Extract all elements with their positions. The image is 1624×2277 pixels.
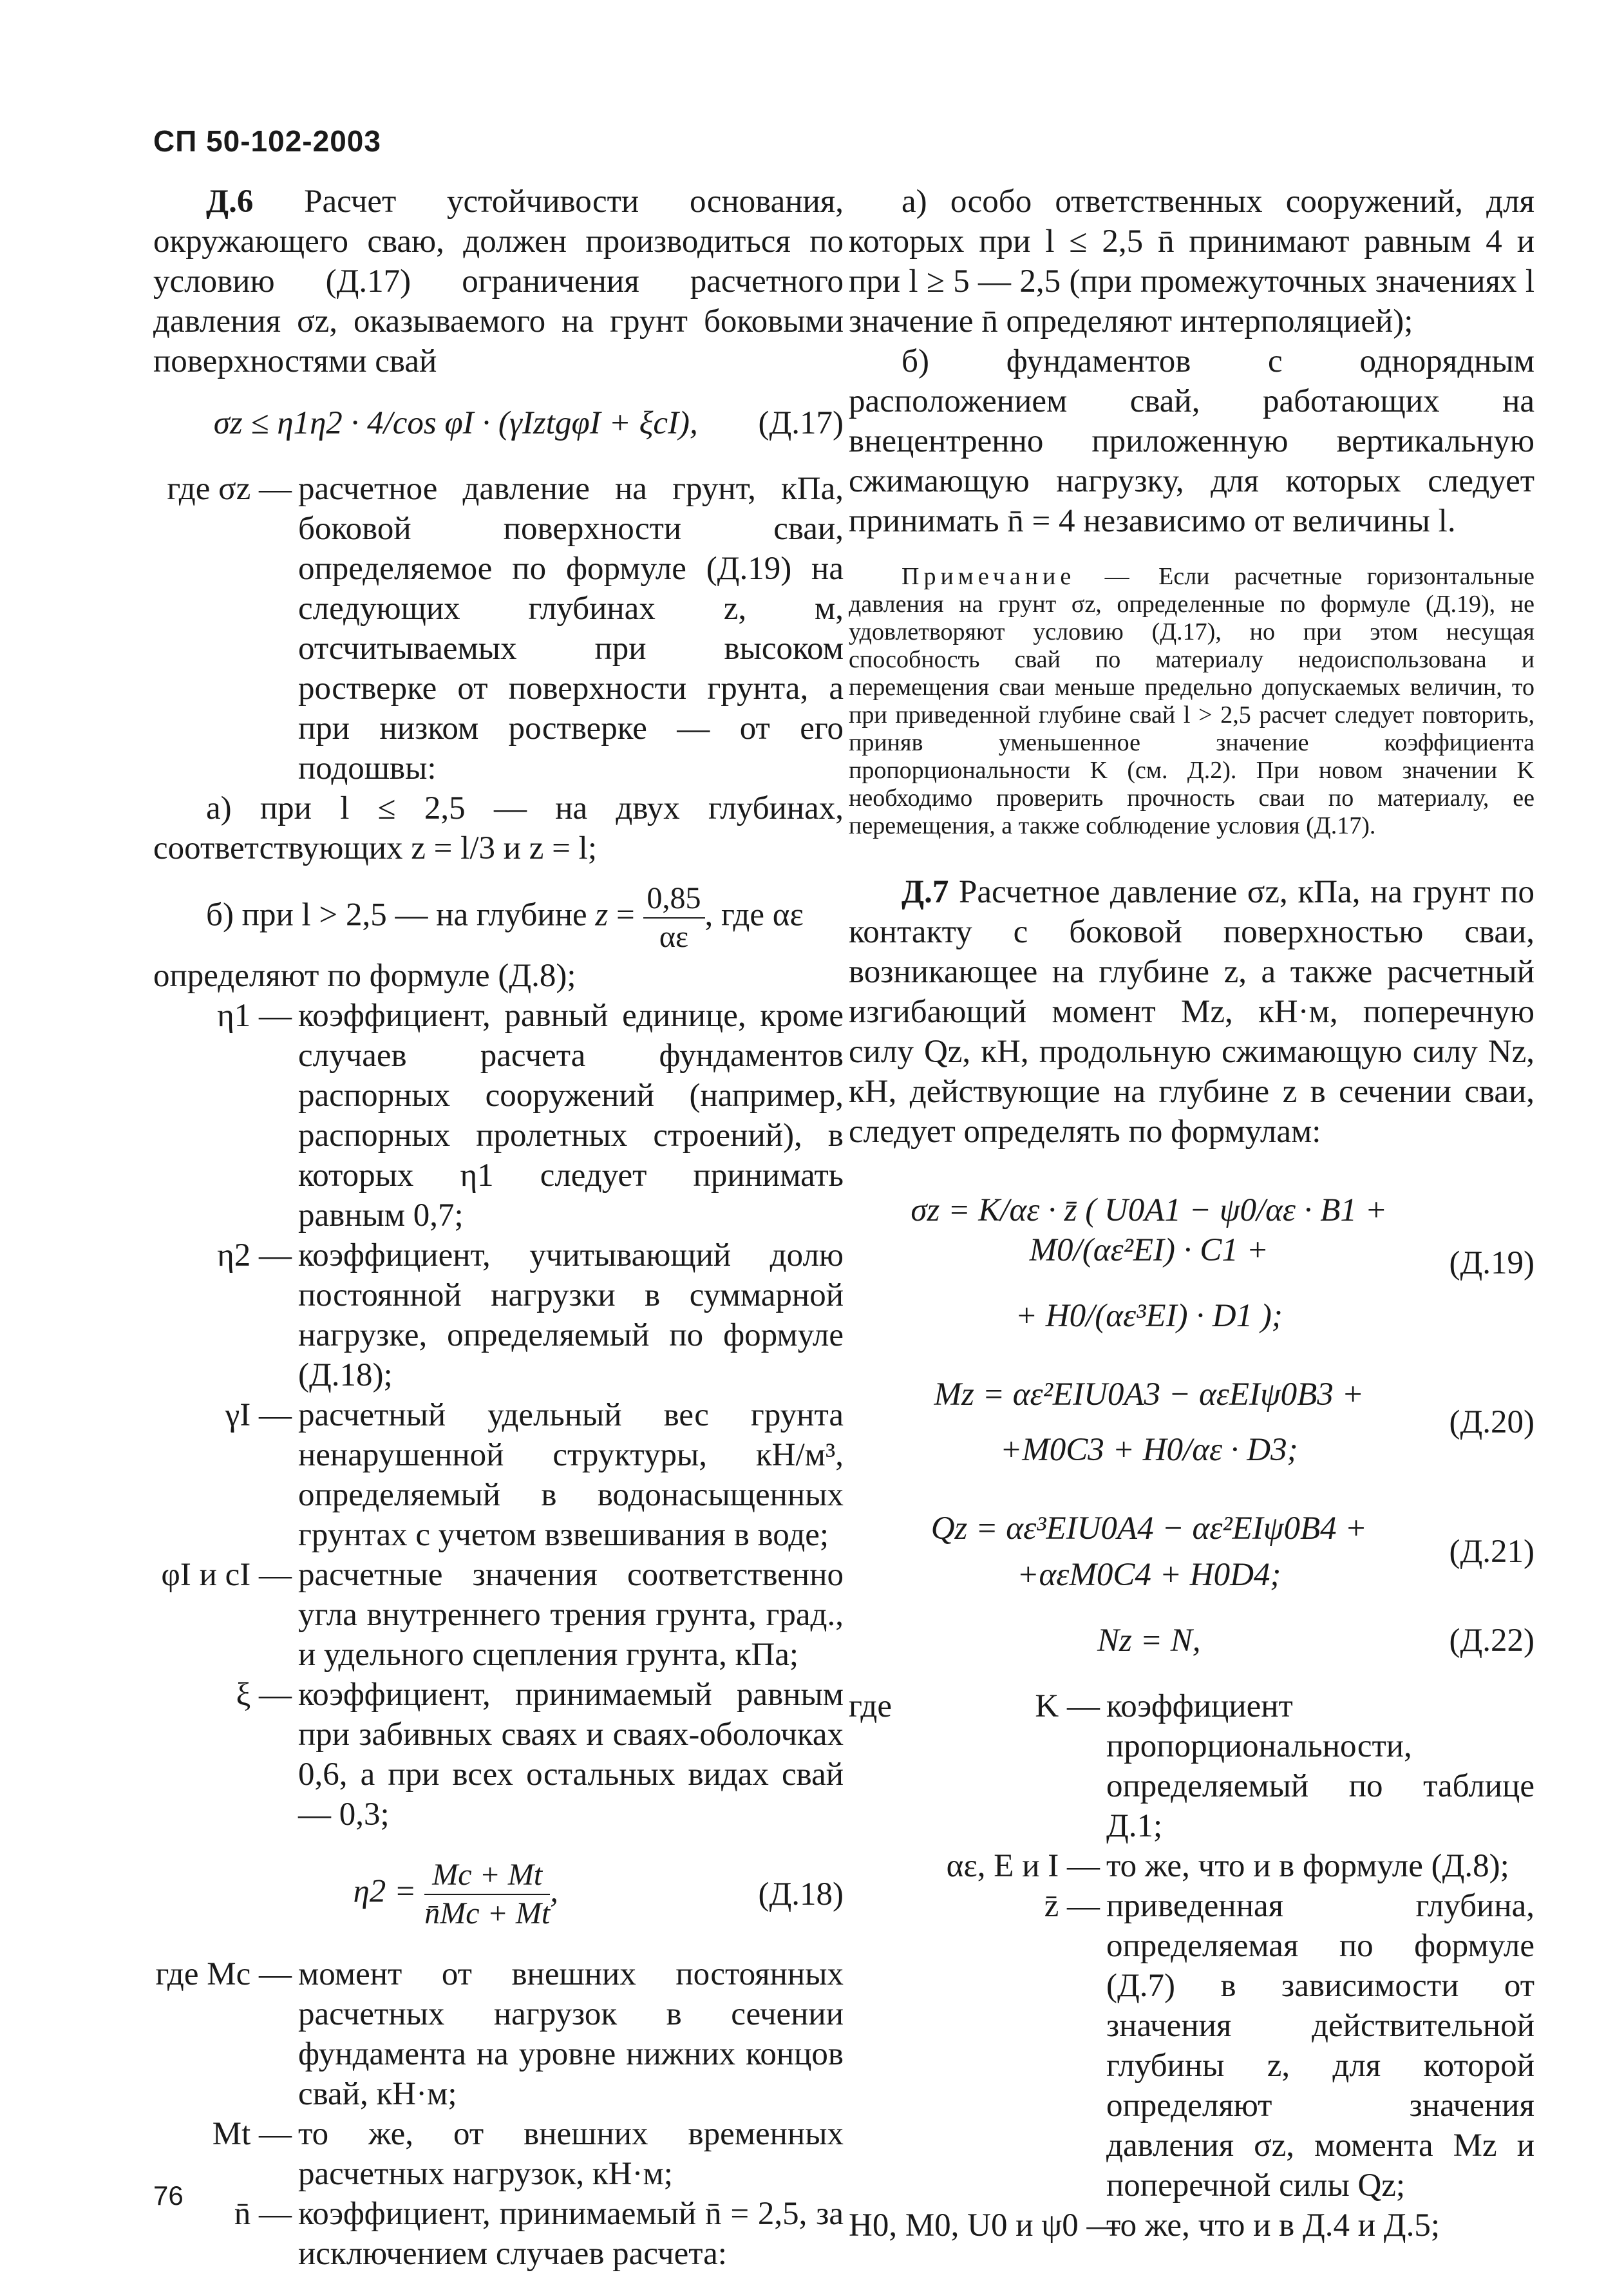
definition-item xyxy=(153,1395,844,1555)
definition-symbol: η1 — xyxy=(217,998,292,1034)
equation-d22 xyxy=(849,1621,1534,1661)
equation-number: (Д.22) xyxy=(1449,1623,1534,1659)
definition-item xyxy=(153,1555,844,1675)
fraction-numerator: 0,85 xyxy=(643,880,705,919)
definition-text: то же, что и в Д.4 и Д.5; xyxy=(1106,2207,1440,2244)
equation-line: Qz = αε³EIU0A4 − αε²EIψ0B4 + xyxy=(930,1510,1367,1547)
definition-text: коэффициент, равный единице, кроме случаев расчета фундаментов распорных сооружений (например, распорных пролетных строений), в которых η1 следует принимать равным 0,7; xyxy=(298,998,844,1234)
equation-d21 xyxy=(849,1509,1534,1595)
case-b-end: определяют по формуле (Д.8); xyxy=(153,958,576,994)
definition-text: коэффициент пропорциональности, определяемый по таблице Д.1; xyxy=(1106,1688,1534,1844)
note xyxy=(849,563,1534,840)
equation-line: σz = K/αε · z̄ ( U0A1 − ψ0/αε · B1 + M0/(αε²EI) · C1 + xyxy=(911,1192,1388,1268)
fraction-denominator: n̄Mc + Mt xyxy=(424,1896,551,1930)
definition-item xyxy=(849,2206,1534,2245)
definition-item xyxy=(153,2114,844,2194)
equation-formula xyxy=(849,1375,1449,1470)
equation-formula xyxy=(849,1190,1449,1336)
equation-lhs: η2 = xyxy=(353,1873,417,1910)
definition-symbol: n̄ — xyxy=(234,2196,292,2232)
definition-symbol: где σz — xyxy=(167,471,292,507)
page-number: 76 xyxy=(153,2180,184,2211)
case-a: а) при l ≤ 2,5 — на двух глубинах, соответствующих z = l/3 и z = l; xyxy=(153,790,844,866)
definition-sigma xyxy=(153,469,844,788)
definition-text: расчетные значения соответственно угла внутреннего трения грунта, град., и удельного сцепления грунта, кПа; xyxy=(298,1557,844,1673)
definition-item xyxy=(153,996,844,1235)
definition-text: коэффициент, принимаемый равным при забивных сваях и сваях-оболочках 0,6, а при всех остальных видах свай — 0,3; xyxy=(298,1677,844,1833)
section-d6-paragraph xyxy=(153,182,844,381)
case-b-text: б) при l > 2,5 — на глубине xyxy=(206,897,587,933)
equation-line: +αεM0C4 + H0D4; xyxy=(1017,1557,1281,1593)
left-column xyxy=(153,182,844,2274)
fraction-denominator: αε xyxy=(659,920,689,954)
definition-item xyxy=(153,2194,844,2274)
equation-line: + H0/(αε³EI) · D1 ); xyxy=(1015,1298,1283,1334)
definition-symbol: z̄ — xyxy=(1044,1888,1100,1924)
definition-symbol: γI — xyxy=(225,1397,292,1433)
fraction-numerator: Mc + Mt xyxy=(424,1856,550,1895)
definition-text: момент от внешних постоянных расчетных нагрузок в сечении фундамента на уровне нижних концов свай, кН·м; xyxy=(298,1956,844,2112)
equation-number: (Д.19) xyxy=(1449,1245,1534,1281)
note-text: Если расчетные горизонтальные давления на грунт σz, определенные по формуле (Д.19), не удовлетворяют условию (Д.17), но при этом несущая способность свай по материалу недоиспользована и перемещения сваи меньше предельно допускаемых величин, то при приведенной глубине свай l > 2,5 расчет следует повторить, приняв уменьшенное значение коэффициента пропорциональности K (см. Д.2). При новом значении K необходимо проверить прочность сваи по материалу, ее перемещения, а также соблюдение условия (Д.17). xyxy=(849,563,1535,839)
definition-text: приведенная глубина, определяемая по формуле (Д.7) в зависимости от значения действительной глубины z, для которой определяют значения давления σz, момента Mz и поперечной силы Qz; xyxy=(1106,1888,1534,2204)
item-a: а) особо ответственных сооружений, для которых при l ≤ 2,5 n̄ принимают равным 4 и при l ≥ 5 — 2,5 (при промежуточных значениях l значение n̄ определяют интерполяцией); xyxy=(849,184,1534,339)
section-number: Д.7 xyxy=(902,874,949,910)
equation-d19 xyxy=(849,1190,1534,1336)
definition-list xyxy=(849,1686,1534,2245)
definition-item xyxy=(153,1954,844,2114)
definition-symbol: η2 — xyxy=(217,1237,292,1273)
definition-symbol: H0, M0, U0 и ψ0 — xyxy=(849,2207,1120,2244)
definition-symbol: αε, E и I — xyxy=(946,1848,1100,1884)
equation-d17 xyxy=(153,403,844,443)
definition-symbol: K — xyxy=(1035,1688,1100,1724)
equation-formula: η2 = $\frac{Mc + Mt}{n̄Mc + Mt}$ , xyxy=(153,1856,758,1932)
note-label: Примечание — xyxy=(902,563,1134,590)
definition-list xyxy=(153,1954,844,2274)
definition-item xyxy=(849,1686,1534,1846)
definition-text: коэффициент, принимаемый n̄ = 2,5, за исключением случаев расчета: xyxy=(298,2196,844,2272)
definition-symbol: Mt — xyxy=(212,2116,292,2152)
item-b: б) фундаментов с однорядным расположением свай, работающих на внецентренно приложенную вертикальную сжимающую нагрузку, для которых следует принимать n̄ = 4 независимо от величины l. xyxy=(849,343,1534,539)
equation-formula: Nz = N, xyxy=(1097,1623,1201,1659)
definition-text: коэффициент, учитывающий долю постоянной нагрузки в суммарной нагрузке, определяемый по формуле (Д.18); xyxy=(298,1237,844,1393)
definition-text: то же, что и в формуле (Д.8); xyxy=(1106,1848,1509,1884)
equation-number: (Д.18) xyxy=(758,1876,844,1912)
definition-item xyxy=(153,1235,844,1395)
definition-item xyxy=(849,1886,1534,2206)
equation-number: (Д.17) xyxy=(758,405,844,441)
where-label: где xyxy=(849,1688,892,1724)
equation-formula xyxy=(849,1509,1449,1595)
definition-symbol: где Mc — xyxy=(155,1956,292,1992)
equation-formula: σz ≤ η1η2 · 4/cos φI · (γIztgφI + ξcI), xyxy=(213,405,698,441)
fraction xyxy=(643,880,705,956)
right-column xyxy=(849,182,1534,2245)
definition-text: то же, от внешних временных расчетных нагрузок, кН·м; xyxy=(298,2116,844,2192)
section-text: Расчет устойчивости основания, окружающего сваю, должен производиться по условию (Д.17) ограничения расчетного давления σz, оказываемого на грунт боковыми поверхностями свай xyxy=(153,184,844,379)
equation-d20 xyxy=(849,1375,1534,1470)
definition-list xyxy=(153,996,844,1834)
equation-number: (Д.21) xyxy=(1449,1534,1534,1570)
section-d7-paragraph xyxy=(849,872,1534,1152)
case-b: б) при l > 2,5 — на глубине z = $\frac{0,85}{\alpha\varepsilon}$ , где αε xyxy=(153,880,844,956)
document-code-header: СП 50-102-2003 xyxy=(153,124,381,158)
section-text: Расчетное давление σz, кПа, на грунт по контакту с боковой поверхностью сваи, возникающее на глубине z, а также расчетный изгибающий момент Mz, кН·м, поперечную силу Qz, кН, продольную сжимающую силу Nz, кН, действующие на глубине z в сечении сваи, следует определять по формулам: xyxy=(849,874,1534,1150)
equation-d18 xyxy=(153,1856,844,1932)
definition-text: расчетное давление на грунт, кПа, боковой поверхности сваи, определяемое по формуле (Д.19) на следующих глубинах z, м, отсчитываемых при высоком ростверке от поверхности грунта, а при низком ростверке — от его подошвы: xyxy=(298,471,844,786)
section-number: Д.6 xyxy=(206,184,254,220)
definition-text: расчетный удельный вес грунта ненарушенной структуры, кН/м³, определяемый в водонасыщенных грунтах с учетом взвешивания в воде; xyxy=(298,1397,844,1553)
fraction xyxy=(424,1856,550,1932)
definition-item xyxy=(849,1846,1534,1886)
definition-item xyxy=(153,1675,844,1834)
definition-symbol: φI и cI — xyxy=(161,1557,292,1593)
definition-symbol: ξ — xyxy=(236,1677,292,1713)
equation-line: Mz = αε²EIU0A3 − αεEIψ0B3 + xyxy=(934,1377,1364,1413)
equation-line: +M0C3 + H0/αε · D3; xyxy=(999,1432,1298,1468)
case-b-tail: , где αε xyxy=(704,897,804,933)
equation-number: (Д.20) xyxy=(1449,1404,1534,1440)
